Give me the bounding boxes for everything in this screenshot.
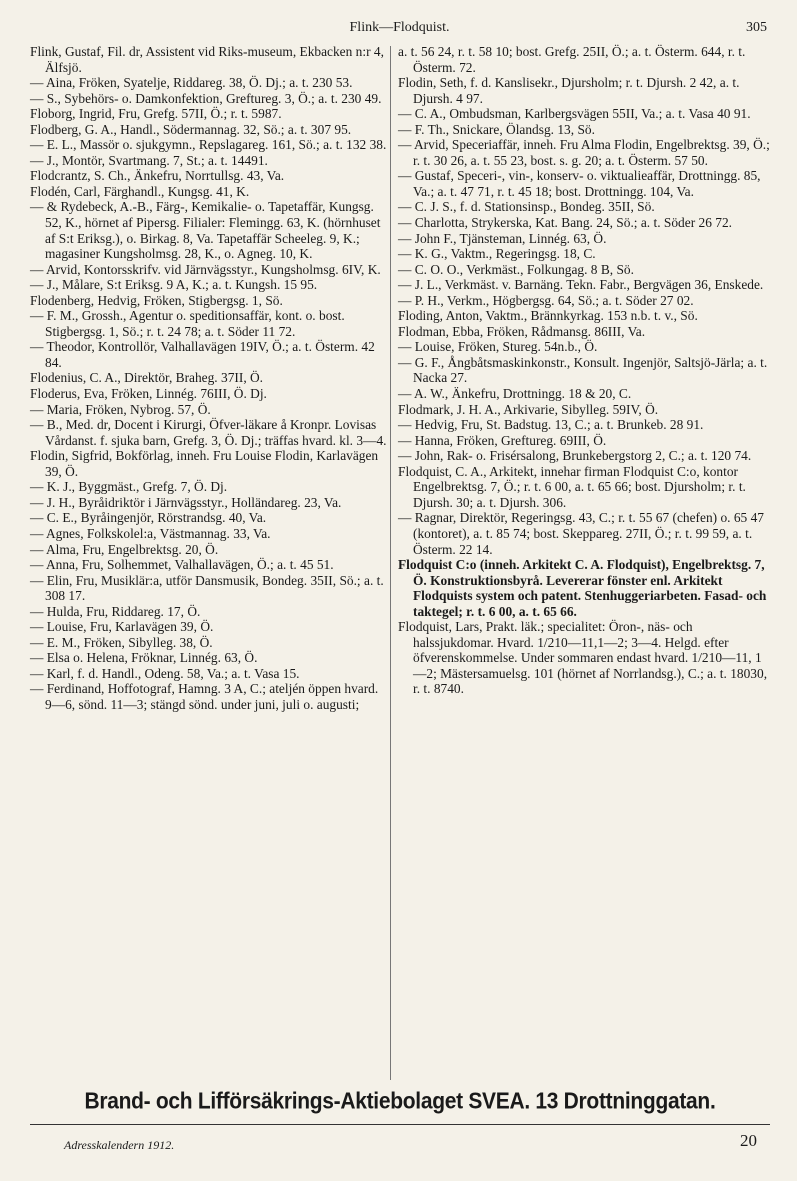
directory-entry: — C. O. O., Verkmäst., Folkungag. 8 B, Sö. [398, 261, 634, 277]
page-header [30, 20, 769, 42]
directory-entry: Flodenius, C. A., Direktör, Braheg. 37II, Ö. [30, 370, 264, 386]
directory-entry: — John F., Tjänsteman, Linnég. 63, Ö. [398, 230, 607, 246]
directory-entry: — C. A., Ombudsman, Karlbergsvägen 55II, Va.; a. t. Vasa 40 91. [398, 106, 751, 122]
directory-entry: — P. H., Verkm., Högbergsg. 64, Sö.; a. t. Söder 27 02. [398, 292, 694, 308]
directory-entry: — S., Sybehörs- o. Damkonfektion, Greftureg. 3, Ö.; a. t. 230 49. [30, 90, 382, 106]
directory-entry: — C. J. S., f. d. Stationsinsp., Bondeg. 35II, Sö. [398, 199, 655, 215]
directory-entry: — Gustaf, Speceri-, vin-, konserv- o. viktualieaffär, Drottningg. 85, Va.; a. t. 47 71, r. t. 45 18; bost. Drottningg. 104, Va. [398, 168, 761, 199]
directory-entry: — Theodor, Kontrollör, Valhallavägen 19IV, Ö.; a. t. Österm. 42 84. [30, 339, 375, 370]
directory-entry: — Agnes, Folkskolel:a, Västmannag. 33, Va. [30, 525, 271, 541]
directory-entry: Flodman, Ebba, Fröken, Rådmansg. 86III, Va. [398, 323, 646, 339]
directory-entry: Flodberg, G. A., Handl., Södermannag. 32, Sö.; a. t. 307 95. [30, 121, 352, 137]
running-title: Flink—Flodquist. [349, 20, 450, 35]
directory-entry: — Louise, Fröken, Stureg. 54n.b., Ö. [398, 339, 598, 355]
directory-entry: — Charlotta, Strykerska, Kat. Bang. 24, Sö.; a. t. Söder 26 72. [398, 215, 732, 231]
directory-entry: — Alma, Fru, Engelbrektsg. 20, Ö. [30, 541, 219, 557]
directory-entry: — E. L., Massör o. sjukgymn., Repslagareg. 161, Sö.; a. t. 132 38. [30, 137, 387, 153]
directory-entry: — Hulda, Fru, Riddareg. 17, Ö. [30, 603, 201, 619]
directory-entry: a. t. 56 24, r. t. 58 10; bost. Grefg. 25II, Ö.; a. t. Österm. 644, r. t. Österm. 72. [398, 44, 746, 75]
directory-entry: — J., Montör, Svartmang. 7, St.; a. t. 14491. [30, 152, 268, 168]
directory-entry: — J. H., Byråidriktör i Järnvägsstyr., Holländareg. 23, Va. [30, 494, 342, 510]
directory-entry: Flodquist, C. A., Arkitekt, innehar firman Flodquist C:o, kontor Engelbrektsg. 7, Ö.; r. t. 6 00, a. t. 65 66; bost. Djursholm; r. t. Djursh. 30; a. t. Djursh. 306. [398, 463, 746, 510]
directory-entry: — Elsa o. Helena, Fröknar, Linnég. 63, Ö. [30, 650, 258, 666]
column-divider [390, 46, 391, 1080]
directory-entry: — Louise, Fru, Karlavägen 39, Ö. [30, 619, 214, 635]
footer-publication: Adresskalendern 1912. [64, 1138, 175, 1152]
directory-entry: Flodmark, J. H. A., Arkivarie, Sibylleg. 59IV, Ö. [398, 401, 659, 417]
directory-entry: — C. E., Byråingenjör, Rörstrandsg. 40, Va. [30, 510, 267, 526]
directory-entry: Flodin, Seth, f. d. Kanslisekr., Djursholm; r. t. Djursh. 2 42, a. t. Djursh. 4 97. [398, 75, 740, 106]
right-column [398, 44, 770, 697]
directory-entry: — G. F., Ångbåtsmaskinkonstr., Konsult. Ingenjör, Saltsjö-Järla; a. t. Nacka 27. [398, 354, 768, 386]
directory-entry: — & Rydebeck, A.-B., Färg-, Kemikalie- o. Tapetaffär, Kungsg. 52, K., hörnet af Pipersg. Filialer: Flemingg. 63, K. (hörnhuset af S:t Eriksg.), o. Birkag. 8, Va. Tapetaffär Scheeleg. 9, K.; magasiner Kungsholmsg. 28, K., o. Agneg. 10, K. [30, 199, 381, 262]
directory-entry: — Elin, Fru, Musiklär:a, utför Dansmusik, Bondeg. 35II, Sö.; a. t. 308 17. [30, 572, 384, 604]
directory-entry: — K. J., Byggmäst., Grefg. 7, Ö. Dj. [30, 479, 228, 495]
advertisement-banner: Brand- och Lifförsäkrings-Aktiebolaget SVEA. 13 Drottninggatan. [84, 1088, 716, 1115]
directory-entry: Flodquist, Lars, Prakt. läk.; specialitet: Öron-, näs- och halssjukdomar. Hvard. 1/210—11,1—2; 3—4. Helgd. efter öfverenskommelse. Under sommaren endast hvard. 1/210—11, 1—2; Mästersamuelsg. 101 (hörnet af Norrlandsg.), C.; a. t. 18030, r. t. 8740. [398, 619, 768, 697]
directory-entry: — Maria, Fröken, Nybrog. 57, Ö. [30, 401, 211, 417]
directory-entry: — Anna, Fru, Solhemmet, Valhallavägen, Ö.; a. t. 45 51. [30, 557, 334, 573]
directory-entry: — K. G., Vaktm., Regeringsg. 18, C. [398, 246, 596, 262]
directory-entry: — Ragnar, Direktör, Regeringsg. 43, C.; r. t. 55 67 (chefen) o. 65 47 (kontoret), a. t. 85 74; bost. Skeppareg. 27II, Ö.; r. t. 99 59, a. t. Österm. 22 14. [398, 510, 764, 557]
directory-entry: — A. W., Änkefru, Drottningg. 18 & 20, C. [398, 386, 632, 402]
directory-entry: — E. M., Fröken, Sibylleg. 38, Ö. [30, 634, 213, 650]
directory-entry: — J. L., Verkmäst. v. Barnäng. Tekn. Fabr., Bergvägen 36, Enskede. [398, 277, 764, 293]
directory-entry: — John, Rak- o. Frisérsalong, Brunkebergstorg 2, C.; a. t. 120 74. [398, 448, 752, 464]
footer-sheet-number: 20 [740, 1131, 757, 1150]
directory-entry: — Arvid, Speceriaffär, inneh. Fru Alma Flodin, Engelbrektsg. 39, Ö.; r. t. 30 26, a. t. 55 23, bost. s. g. 20; a. t. Österm. 57 50. [398, 137, 770, 168]
directory-entry: — Karl, f. d. Handl., Odeng. 58, Va.; a. t. Vasa 15. [30, 665, 300, 681]
directory-entry: — F. M., Grossh., Agentur o. speditionsaffär, kont. o. bost. Stigbergsg. 1, Sö.; r. t. 24 78; a. t. Söder 11 72. [30, 308, 345, 339]
directory-entry: — Arvid, Kontorsskrifv. vid Järnvägsstyr., Kungsholmsg. 6IV, K. [30, 261, 381, 277]
directory-entry: Floding, Anton, Vaktm., Brännkyrkag. 153 n.b. t. v., Sö. [398, 308, 698, 324]
directory-entry: — F. Th., Snickare, Ölandsg. 13, Sö. [398, 121, 595, 137]
directory-entry: — Hedvig, Fru, St. Badstug. 13, C.; a. t. Brunkeb. 28 91. [398, 417, 704, 433]
left-column [30, 44, 387, 713]
directory-entry: Floborg, Ingrid, Fru, Grefg. 57II, Ö.; r. t. 5987. [30, 106, 282, 122]
directory-entry: — Ferdinand, Hoffotograf, Hamng. 3 A, C.; ateljén öppen hvard. 9—6, sönd. 11—3; stängd sönd. under juni, juli o. augusti; [30, 681, 379, 712]
directory-entry: Flink, Gustaf, Fil. dr, Assistent vid Riks-museum, Ekbacken n:r 4, Älfsjö. [30, 44, 384, 75]
directory-entry: Flodin, Sigfrid, Bokförlag, inneh. Fru Louise Flodin, Karlavägen 39, Ö. [30, 448, 379, 479]
directory-entry: — B., Med. dr, Docent i Kirurgi, Öfver-läkare å Kronpr. Lovisas Vårdanst. f. sjuka barn, Grefg. 3, Ö. Dj.; träffas hvard. kl. 3—4. [30, 417, 387, 448]
page-number: 305 [746, 20, 767, 35]
directory-entry: Flodcrantz, S. Ch., Änkefru, Norrtullsg. 43, Va. [30, 168, 285, 184]
directory-entry: Flodén, Carl, Färghandl., Kungsg. 41, K. [30, 183, 250, 199]
directory-entry: Flodenberg, Hedvig, Fröken, Stigbergsg. 1, Sö. [30, 292, 283, 308]
directory-entry: — J., Målare, S:t Eriksg. 9 A, K.; a. t. Kungsh. 15 95. [30, 277, 318, 293]
directory-entry: Floderus, Eva, Fröken, Linnég. 76III, Ö. Dj. [30, 386, 267, 402]
directory-entry: — Hanna, Fröken, Greftureg. 69III, Ö. [398, 432, 607, 448]
directory-entry: Flodquist C:o (inneh. Arkitekt C. A. Flodquist), Engelbrektsg. 7, Ö. Konstruktionsbyrå. Levererar fönster enl. Arkitekt Flodquists system och patent. Stenhuggeriarbeten. Fasad- och taktegel; r. t. 6 00, a. t. 65 66. [398, 557, 767, 619]
footer-rule [30, 1124, 770, 1125]
directory-entry: — Aina, Fröken, Syatelje, Riddareg. 38, Ö. Dj.; a. t. 230 53. [30, 75, 353, 91]
